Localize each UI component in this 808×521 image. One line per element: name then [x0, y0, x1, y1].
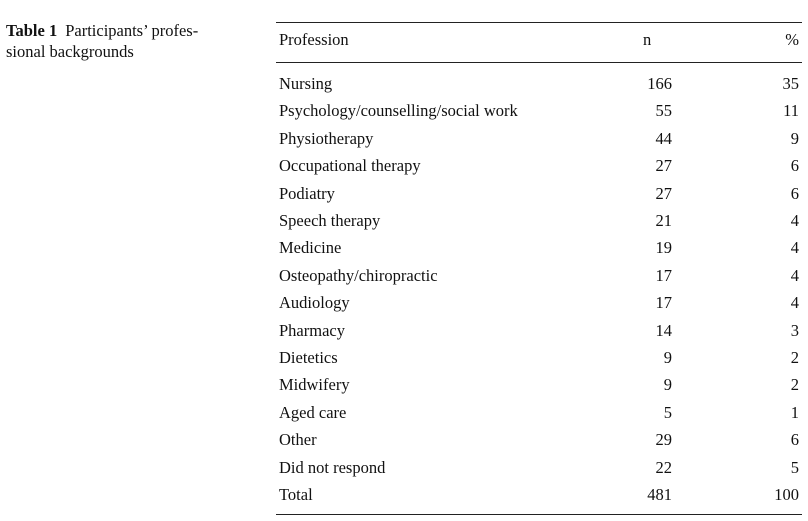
- cell-profession: Medicine: [279, 238, 342, 257]
- table-bottom-rule: [276, 514, 802, 515]
- cell-n: 17: [655, 266, 672, 285]
- table-caption: [6, 20, 246, 62]
- table-caption-label: Table 1: [6, 21, 58, 40]
- table-caption-text-line2: sional backgrounds: [6, 42, 134, 61]
- cell-profession: Dietetics: [279, 348, 338, 367]
- cell-n: 44: [655, 129, 672, 148]
- cell-percent: 4: [790, 238, 799, 257]
- cell-percent: 6: [790, 430, 799, 449]
- cell-percent: 6: [790, 184, 799, 203]
- cell-profession: Pharmacy: [279, 321, 345, 340]
- cell-percent: 6: [790, 156, 799, 175]
- cell-n: 9: [663, 348, 672, 367]
- cell-profession: Psychology/counselling/social work: [279, 101, 518, 120]
- cell-profession: Total: [279, 485, 313, 504]
- cell-profession: Occupational therapy: [279, 156, 421, 175]
- cell-profession: Midwifery: [279, 375, 350, 394]
- header-profession: Profession: [279, 30, 349, 49]
- cell-n: 481: [647, 485, 672, 504]
- cell-percent: 2: [790, 348, 799, 367]
- table-top-rule: [276, 22, 802, 23]
- cell-n: 27: [655, 184, 672, 203]
- cell-profession: Did not respond: [279, 458, 386, 477]
- cell-n: 55: [655, 101, 672, 120]
- cell-percent: 4: [790, 293, 799, 312]
- cell-profession: Aged care: [279, 403, 347, 422]
- cell-n: 9: [663, 375, 672, 394]
- cell-percent: 4: [790, 211, 799, 230]
- table-header-rule: [276, 62, 802, 63]
- cell-percent: 5: [790, 458, 799, 477]
- cell-n: 27: [655, 156, 672, 175]
- cell-n: 166: [647, 74, 672, 93]
- cell-percent: 2: [790, 375, 799, 394]
- cell-n: 17: [655, 293, 672, 312]
- cell-n: 19: [655, 238, 672, 257]
- cell-percent: 1: [790, 403, 799, 422]
- cell-percent: 100: [774, 485, 799, 504]
- header-percent: %: [785, 30, 799, 49]
- cell-profession: Podiatry: [279, 184, 335, 203]
- cell-profession: Other: [279, 430, 317, 449]
- cell-percent: 3: [790, 321, 799, 340]
- cell-n: 5: [663, 403, 672, 422]
- cell-profession: Audiology: [279, 293, 350, 312]
- header-n: n: [643, 30, 652, 49]
- cell-n: 21: [655, 211, 672, 230]
- cell-percent: 9: [790, 129, 799, 148]
- cell-n: 22: [655, 458, 672, 477]
- cell-n: 14: [655, 321, 672, 340]
- cell-profession: Speech therapy: [279, 211, 381, 230]
- cell-percent: 35: [782, 74, 799, 93]
- table-caption-text-line1: Participants’ profes-: [65, 21, 199, 40]
- cell-percent: 11: [783, 101, 799, 120]
- cell-n: 29: [655, 430, 672, 449]
- cell-profession: Osteopathy/chiropractic: [279, 266, 438, 285]
- cell-profession: Nursing: [279, 74, 333, 93]
- cell-percent: 4: [790, 266, 799, 285]
- cell-profession: Physiotherapy: [279, 129, 374, 148]
